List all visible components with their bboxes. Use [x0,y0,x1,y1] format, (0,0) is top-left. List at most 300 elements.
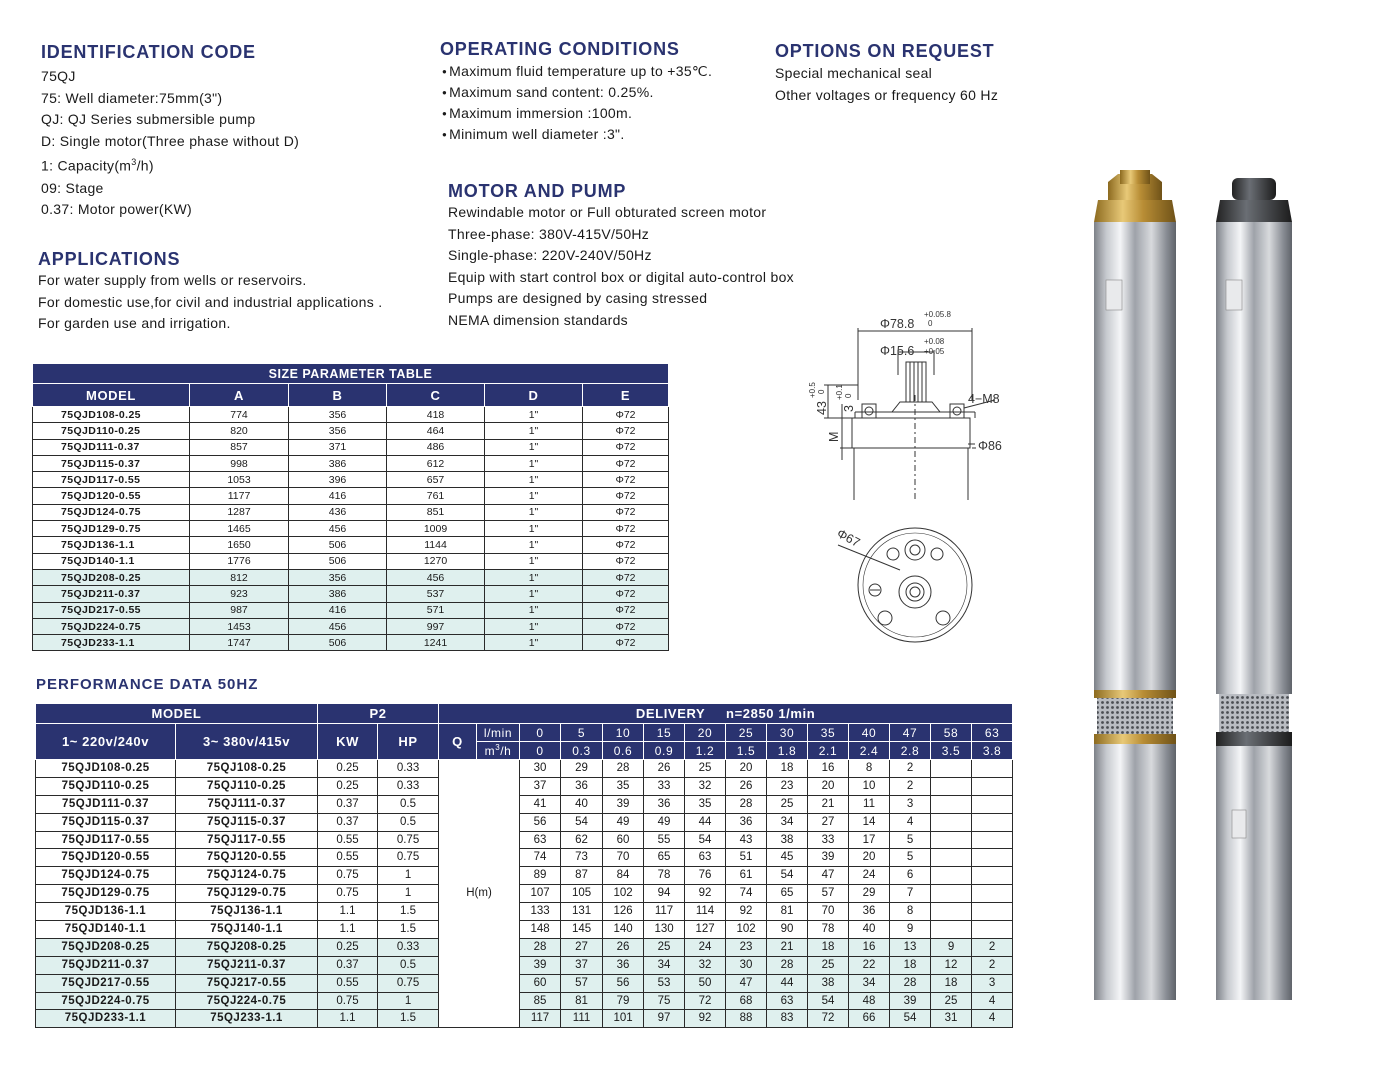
perf-head-cell: 13 [890,938,931,956]
perf-head-cell: 9 [931,938,972,956]
size-value-cell: 1465 [190,521,289,537]
perf-power-cell: 0.33 [378,777,439,795]
identification-line: 0.37: Motor power(KW) [41,201,193,218]
perf-head-cell: 18 [767,760,808,778]
perf-power-cell: 0.75 [318,992,378,1010]
size-value-cell: 1287 [190,504,289,520]
size-value-cell: 1" [485,569,583,585]
perf-head-cell: 65 [767,885,808,903]
size-value-cell: Φ72 [583,635,669,651]
size-value-cell: 356 [289,569,387,585]
perf-head-cell [972,813,1013,831]
size-value-cell: Φ72 [583,455,669,471]
size-value-cell: 571 [387,602,485,618]
size-value-cell: 1" [485,423,583,439]
size-value-cell: Φ72 [583,521,669,537]
perf-head-label: H(m) [439,760,520,1028]
perf-head-cell: 26 [644,760,685,778]
perf-model-cell: 75QJD233-1.1 [36,1010,176,1028]
perf-head-cell: 101 [603,1010,644,1028]
perf-head-cell: 70 [808,903,849,921]
dim-tol: +0.05.8 [924,310,951,319]
perf-model-cell: 75QJ211-0.37 [176,956,318,974]
table-row [33,455,669,471]
perf-head-cell: 18 [931,974,972,992]
perf-head-cell: 54 [890,1010,931,1028]
perf-head-cell: 56 [603,974,644,992]
motor-line: NEMA dimension standards [448,311,628,328]
table-row [36,938,1013,956]
perf-head-cell: 7 [890,885,931,903]
size-model-cell: 75QJD140-1.1 [33,553,190,569]
size-value-cell: 1053 [190,472,289,488]
perf-power-cell: 1.1 [318,903,378,921]
perf-head-cell: 34 [767,813,808,831]
size-value-cell: 486 [387,439,485,455]
size-value-cell: Φ72 [583,472,669,488]
size-model-cell: 75QJD124-0.75 [33,504,190,520]
perf-head-cell: 61 [726,867,767,885]
perf-head-cell: 83 [767,1010,808,1028]
perf-head-cell: 25 [767,795,808,813]
table-row [33,569,669,585]
perf-head-cell: 40 [849,921,890,939]
perf-model-cell: 75QJD136-1.1 [36,903,176,921]
perf-head-cell [931,760,972,778]
size-value-cell: 1" [485,504,583,520]
perf-header-delivery: DELIVERY n=2850 1/min [439,704,1013,724]
size-value-cell: 416 [289,488,387,504]
motor-line: Rewindable motor or Full obturated screen motor [448,204,767,220]
size-model-cell: 75QJD233-1.1 [33,635,190,651]
perf-head-cell: 94 [644,885,685,903]
size-header: C [387,384,485,407]
perf-head-cell: 24 [685,938,726,956]
perf-head-cell: 114 [685,903,726,921]
perf-power-cell: 1.1 [318,921,378,939]
perf-head-cell: 25 [931,992,972,1010]
perf-lmin: 63 [972,724,1013,742]
perf-head-cell: 130 [644,921,685,939]
size-parameter-table [32,363,669,651]
dim-43: 43 [815,401,829,415]
dim-tol: 0 [844,393,853,398]
operating-line: ● Maximum sand content: 0.25%. [442,82,712,103]
size-value-cell: Φ72 [583,586,669,602]
size-value-cell: 820 [190,423,289,439]
perf-power-cell: 0.5 [378,795,439,813]
perf-head-cell: 21 [767,938,808,956]
size-value-cell: 371 [289,439,387,455]
perf-head-cell: 26 [603,938,644,956]
size-model-cell: 75QJD208-0.25 [33,569,190,585]
pump-illustration [1080,170,1340,1010]
perf-unit-lmin: l/min [477,724,520,742]
perf-head-cell: 54 [561,813,603,831]
size-model-cell: 75QJD115-0.37 [33,455,190,471]
perf-head-cell: 78 [808,921,849,939]
perf-head-cell: 28 [603,760,644,778]
perf-power-cell: 0.55 [318,831,378,849]
perf-head-cell [931,795,972,813]
dimension-drawing [800,300,1040,660]
perf-lmin: 40 [849,724,890,742]
perf-head-cell: 3 [972,974,1013,992]
perf-head-cell [972,777,1013,795]
perf-header-q: Q [439,724,477,760]
perf-head-cell: 6 [890,867,931,885]
table-row [36,760,1013,778]
perf-head-cell [972,849,1013,867]
perf-m3h: 1.5 [726,742,767,760]
perf-head-cell: 65 [644,849,685,867]
perf-head-cell: 54 [685,831,726,849]
perf-head-cell: 20 [726,760,767,778]
perf-head-cell: 27 [561,938,603,956]
perf-head-cell [972,885,1013,903]
perf-head-cell: 5 [890,831,931,849]
perf-head-cell: 39 [520,956,561,974]
size-value-cell: 998 [190,455,289,471]
perf-head-cell: 148 [520,921,561,939]
size-model-cell: 75QJD217-0.55 [33,602,190,618]
size-value-cell: 812 [190,569,289,585]
table-row [33,407,669,423]
table-row [36,903,1013,921]
table-row [36,849,1013,867]
perf-head-cell: 105 [561,885,603,903]
perf-head-cell: 92 [726,903,767,921]
size-model-cell: 75QJD136-1.1 [33,537,190,553]
size-value-cell: 506 [289,537,387,553]
perf-head-cell: 35 [603,777,644,795]
perf-head-cell: 20 [849,849,890,867]
perf-head-cell: 36 [849,903,890,921]
size-value-cell: Φ72 [583,537,669,553]
perf-power-cell: 0.37 [318,795,378,813]
perf-model-cell: 75QJD129-0.75 [36,885,176,903]
perf-m3h: 3.5 [931,742,972,760]
perf-head-cell: 81 [561,992,603,1010]
perf-head-cell: 57 [561,974,603,992]
size-value-cell: 1776 [190,553,289,569]
perf-power-cell: 1 [378,867,439,885]
size-value-cell: 774 [190,407,289,423]
size-value-cell: 1" [485,602,583,618]
identification-line: 75: Well diameter:75mm(3") [41,89,223,106]
perf-head-cell: 28 [520,938,561,956]
performance-title: PERFORMANCE DATA 50HZ [36,676,259,693]
perf-head-cell: 38 [767,831,808,849]
size-model-cell: 75QJD224-0.75 [33,618,190,634]
perf-head-cell [931,885,972,903]
perf-power-cell: 1.5 [378,1010,439,1028]
perf-head-cell: 56 [520,813,561,831]
perf-head-cell: 23 [767,777,808,795]
perf-head-cell: 73 [561,849,603,867]
perf-head-cell: 17 [849,831,890,849]
size-value-cell: 997 [387,618,485,634]
size-value-cell: Φ72 [583,569,669,585]
perf-power-cell: 0.75 [378,974,439,992]
identification-line: 1: $Capacity(m^3/h)$ [41,157,154,175]
applications-title: APPLICATIONS [38,249,181,269]
size-value-cell: 386 [289,455,387,471]
size-value-cell: Φ72 [583,553,669,569]
perf-header-three: 3~ 380v/415v [176,724,318,760]
table-row [33,439,669,455]
perf-model-cell: 75QJ129-0.75 [176,885,318,903]
perf-head-cell: 2 [972,956,1013,974]
perf-head-cell: 33 [808,831,849,849]
size-value-cell: 1" [485,553,583,569]
perf-head-cell: 10 [849,777,890,795]
table-row [36,777,1013,795]
perf-head-cell: 45 [767,849,808,867]
perf-head-cell: 3 [890,795,931,813]
size-value-cell: 1" [485,488,583,504]
table-row [33,423,669,439]
perf-head-cell: 57 [808,885,849,903]
dim-d788: Φ78.8 [880,317,915,331]
perf-model-cell: 75QJ217-0.55 [176,974,318,992]
perf-lmin: 10 [603,724,644,742]
perf-head-cell: 30 [726,956,767,974]
size-value-cell: 1747 [190,635,289,651]
applications-line: For domestic use,for civil and industrial applications . [38,293,383,310]
perf-head-cell: 54 [767,867,808,885]
size-value-cell: Φ72 [583,439,669,455]
perf-power-cell: 0.33 [378,938,439,956]
perf-head-cell: 92 [685,1010,726,1028]
dim-d86: Φ86 [978,439,1002,453]
size-model-cell: 75QJD117-0.55 [33,472,190,488]
perf-power-cell: 0.55 [318,849,378,867]
perf-header-hp: HP [378,724,439,760]
table-row [36,1010,1013,1028]
perf-head-cell: 49 [644,813,685,831]
perf-head-cell: 70 [603,849,644,867]
perf-model-cell: 75QJD140-1.1 [36,921,176,939]
size-value-cell: 386 [289,586,387,602]
perf-model-cell: 75QJ124-0.75 [176,867,318,885]
perf-power-cell: 0.55 [318,974,378,992]
table-row [36,813,1013,831]
perf-head-cell: 60 [520,974,561,992]
perf-header-single: 1~ 220v/240v [36,724,176,760]
table-row [33,618,669,634]
perf-head-cell: 34 [644,956,685,974]
perf-head-cell: 90 [767,921,808,939]
perf-m3h: 0.9 [644,742,685,760]
dim-tol: +0.1 [835,384,844,400]
table-row [33,586,669,602]
size-value-cell: 1650 [190,537,289,553]
perf-head-cell: 16 [808,760,849,778]
perf-model-cell: 75QJD217-0.55 [36,974,176,992]
size-value-cell: Φ72 [583,423,669,439]
size-value-cell: 851 [387,504,485,520]
perf-head-cell: 117 [520,1010,561,1028]
perf-head-cell: 63 [685,849,726,867]
perf-head-cell: 37 [520,777,561,795]
table-row [36,974,1013,992]
perf-head-cell: 44 [685,813,726,831]
perf-head-cell: 36 [726,813,767,831]
perf-head-cell: 26 [726,777,767,795]
perf-header-model: MODEL [36,704,318,724]
table-row [36,795,1013,813]
perf-lmin: 0 [520,724,561,742]
performance-table [35,703,1013,1028]
perf-head-cell: 28 [890,974,931,992]
perf-m3h: 0.3 [561,742,603,760]
perf-head-cell: 34 [849,974,890,992]
perf-m3h: 0.6 [603,742,644,760]
perf-head-cell [972,760,1013,778]
perf-lmin: 20 [685,724,726,742]
identification-line: 75QJ [41,68,76,84]
size-value-cell: 1" [485,439,583,455]
perf-head-cell [931,813,972,831]
perf-unit-m3h: $m^3/h$ [477,742,520,760]
size-value-cell: 418 [387,407,485,423]
perf-head-cell: 47 [726,974,767,992]
size-value-cell: 1" [485,455,583,471]
size-value-cell: 356 [289,407,387,423]
perf-head-cell: 126 [603,903,644,921]
perf-head-cell: 140 [603,921,644,939]
perf-head-cell: 20 [808,777,849,795]
size-value-cell: 987 [190,602,289,618]
size-value-cell: 1" [485,635,583,651]
perf-head-cell: 49 [603,813,644,831]
perf-model-cell: 75QJ110-0.25 [176,777,318,795]
perf-model-cell: 75QJ224-0.75 [176,992,318,1010]
perf-head-cell: 16 [849,938,890,956]
perf-head-cell: 72 [808,1010,849,1028]
table-row [33,488,669,504]
perf-head-cell: 127 [685,921,726,939]
perf-model-cell: 75QJ108-0.25 [176,760,318,778]
table-row [33,553,669,569]
perf-head-cell: 4 [972,1010,1013,1028]
size-value-cell: 1144 [387,537,485,553]
perf-head-cell: 78 [644,867,685,885]
perf-head-cell: 50 [685,974,726,992]
perf-head-cell [972,921,1013,939]
size-header: E [583,384,669,407]
applications-list [38,270,382,335]
perf-head-cell: 48 [849,992,890,1010]
perf-lmin: 47 [890,724,931,742]
size-model-cell: 75QJD211-0.37 [33,586,190,602]
size-model-cell: 75QJD108-0.25 [33,407,190,423]
perf-power-cell: 0.33 [378,760,439,778]
size-value-cell: 612 [387,455,485,471]
motor-line: Three-phase: 380V-415V/50Hz [448,225,650,242]
perf-head-cell: 25 [685,760,726,778]
perf-head-cell: 36 [561,777,603,795]
perf-head-cell [972,831,1013,849]
identification-line: D: Single motor(Three phase without D) [41,132,300,149]
perf-head-cell: 4 [972,992,1013,1010]
perf-power-cell: 0.25 [318,938,378,956]
options-title: OPTIONS ON REQUEST [775,41,995,61]
perf-model-cell: 75QJD208-0.25 [36,938,176,956]
perf-head-cell: 39 [603,795,644,813]
perf-head-cell: 131 [561,903,603,921]
size-header: A [190,384,289,407]
options-line: Special mechanical seal [775,65,933,81]
perf-head-cell: 27 [808,813,849,831]
size-model-cell: 75QJD110-0.25 [33,423,190,439]
perf-m3h: 1.2 [685,742,726,760]
size-value-cell: Φ72 [583,488,669,504]
perf-head-cell: 12 [931,956,972,974]
perf-head-cell: 63 [520,831,561,849]
perf-head-cell: 5 [890,849,931,867]
size-value-cell: 1009 [387,521,485,537]
perf-head-cell: 41 [520,795,561,813]
dim-m: M [827,431,841,442]
pump-steel [1216,178,1292,1000]
size-value-cell: 1" [485,537,583,553]
perf-model-cell: 75QJ233-1.1 [176,1010,318,1028]
perf-model-cell: 75QJ140-1.1 [176,921,318,939]
perf-head-cell: 87 [561,867,603,885]
perf-head-cell [931,903,972,921]
size-value-cell: 923 [190,586,289,602]
dim-d156: Φ15.6 [880,344,915,358]
size-value-cell: 657 [387,472,485,488]
size-value-cell: 1" [485,521,583,537]
table-row [36,921,1013,939]
perf-model-cell: 75QJ208-0.25 [176,938,318,956]
perf-power-cell: 1 [378,992,439,1010]
perf-power-cell: 0.75 [318,867,378,885]
size-table-title: SIZE PARAMETER TABLE [33,364,669,384]
perf-m3h: 2.1 [808,742,849,760]
perf-head-cell: 23 [726,938,767,956]
perf-power-cell: 0.75 [318,885,378,903]
table-row [33,635,669,651]
table-row [36,885,1013,903]
perf-head-cell: 51 [726,849,767,867]
size-value-cell: 506 [289,635,387,651]
table-row [33,521,669,537]
perf-head-cell: 39 [890,992,931,1010]
dim-3: 3 [842,405,856,412]
pump-brass [1094,170,1176,1000]
perf-power-cell: 0.5 [378,956,439,974]
perf-head-cell: 47 [808,867,849,885]
perf-head-cell [972,867,1013,885]
perf-lmin: 58 [931,724,972,742]
perf-model-cell: 75QJD111-0.37 [36,795,176,813]
identification-line: QJ: QJ Series submersible pump [41,111,256,128]
size-value-cell: 396 [289,472,387,488]
perf-head-cell: 76 [685,867,726,885]
perf-head-cell: 84 [603,867,644,885]
perf-head-cell: 68 [726,992,767,1010]
size-header: D [485,384,583,407]
operating-title: OPERATING CONDITIONS [440,39,680,59]
size-value-cell: 456 [289,521,387,537]
perf-head-cell: 133 [520,903,561,921]
perf-head-cell: 66 [849,1010,890,1028]
motor-list [448,202,794,332]
